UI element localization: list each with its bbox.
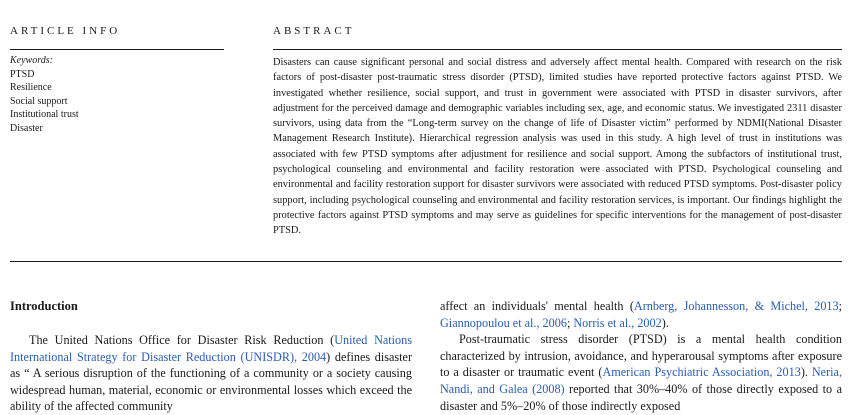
intro-left-text: The United Nations Office for Disaster Risk Reduction ( [29, 333, 335, 347]
citation-link[interactable]: Giannopoulou et al., 2006 [440, 315, 567, 330]
intro-right-text: ). [800, 365, 812, 380]
abstract-text: Disasters can cause significant personal and social distress and adversely affect mental health. Compared with research on the risk factors of post-disaster post-traumatic stress disorder (PTSD), limited studies have reported protective factors against PTSD. We investigated whether resilience, social support, and trust in government were associated with PTSD in disaster survivors, after adjustment for the perceived damage and demographic variables including sex, age, and economic status. We investigated 2311 disaster survivors, using data from the “Long-term survey on the change of life of Disaster victim” performed by NDMI(National Disaster Management Research Institute). Hierarchical regression analysis was used in this study. A high level of trust in institutions was associated with few PTSD symptoms after adjustment for resilience and social support. Among the subfactors of institutional trust, psychological counseling and environmental and facility restoration were associated with PTSD. Psychological counseling and environmental and facility restoration support for disaster survivors were associated with reduced PTSD symptoms. Post-disaster policy support, including psychological counseling and environmental and facility restoration services, is important. Our findings highlight the protective factors against PTSD symptoms and may serve as guidelines for specific interventions for the management of post-disaster PTSD. [273, 57, 842, 237]
intro-right-paragraph [440, 331, 842, 414]
abstract-rule [273, 49, 842, 50]
intro-right-text: Post-traumatic stress disorder (PTSD) is a mental health condition characterized by intrusion, avoidance, and hyperarousal symptoms after exposure to a disaster or traumatic event ( [440, 332, 842, 380]
introduction-heading: Introduction [10, 299, 78, 313]
keyword-item: PTSD [10, 68, 35, 80]
intro-left-paragraph [10, 332, 412, 415]
section-divider [10, 261, 842, 262]
citation-separator: ; [566, 315, 574, 330]
intro-right-text: affect an individuals' mental health ( [440, 299, 634, 313]
keywords-list [10, 54, 220, 136]
citation-separator: ; [838, 299, 842, 313]
intro-right-text: reported that 30%–40% of those directly exposed to a disaster and 5%–20% of those indirectly exposed [440, 381, 842, 413]
intro-right-column [440, 298, 842, 414]
citation-link[interactable]: United Nations International Strategy for Disaster Reduction (UNISDR), 2004 [10, 333, 412, 364]
keywords-label: Keywords: [10, 55, 53, 66]
keyword-item: Resilience [10, 82, 52, 94]
citation-link[interactable]: Neria, Nandi, and Galea (2008) [440, 365, 842, 396]
citation-link[interactable]: American Psychiatric Association, 2013 [602, 365, 801, 380]
citation-link[interactable]: Norris et al., 2002 [573, 315, 662, 330]
citation-link[interactable]: Arnberg, Johannesson, & Michel, 2013 [633, 299, 839, 313]
keyword-item: Institutional trust [10, 109, 79, 121]
keyword-item: Disaster [10, 122, 43, 134]
intro-right-text: ). [661, 315, 669, 330]
abstract-heading: ABSTRACT [273, 25, 355, 37]
article-info-rule [10, 49, 224, 50]
intro-left-text: ) defines disaster as “ A serious disruption of the functioning of a community or a society causing widespread human, material, economic or environmental losses which exceed the ability of the affected community [10, 349, 413, 414]
article-info-heading: ARTICLE INFO [10, 25, 121, 37]
keyword-item: Social support [10, 95, 68, 107]
